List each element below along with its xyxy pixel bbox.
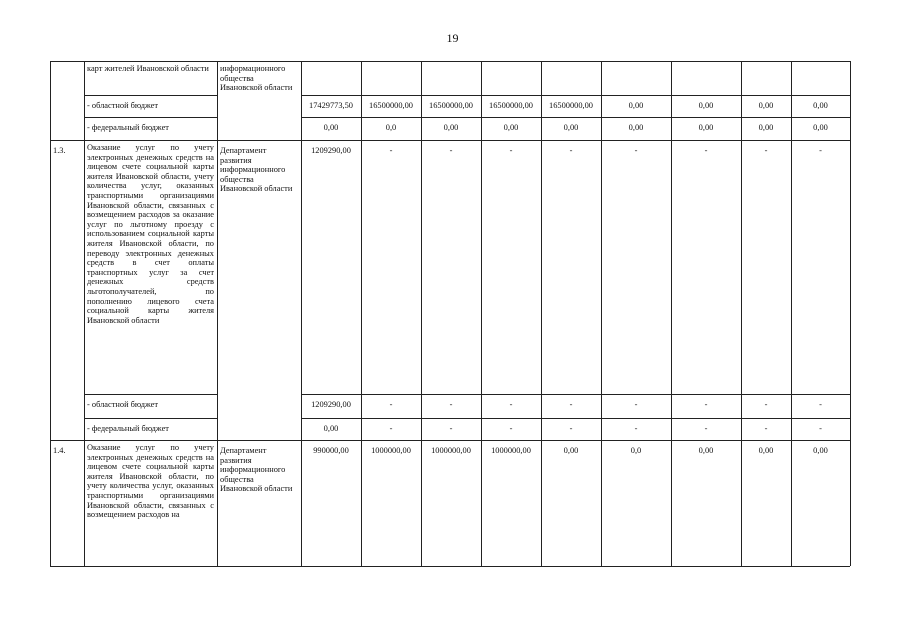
budget-source-label: - областной бюджет [87,101,159,110]
value-cell: - [634,424,638,433]
value-cell: - [569,146,573,155]
value-cell: 0,00 [758,101,774,110]
table-rule [301,61,302,566]
value-cell: - [509,424,513,433]
value-cell: 16500000,00 [369,101,413,110]
value-cell: 0,00 [443,123,459,132]
row-executor: Департамент развития информационного общества Ивановской области [220,446,293,494]
value-cell: - [509,146,513,155]
value-cell: 0,00 [503,123,519,132]
value-cell: 0,00 [323,123,339,132]
row-name: карт жителей Ивановской области [87,64,209,73]
table-rule [84,418,217,419]
table-rule [84,117,217,118]
value-cell: - [509,400,513,409]
table-rule [50,61,850,62]
value-cell: 1000000,00 [431,446,471,455]
value-cell: 0,00 [813,123,828,132]
budget-source-label: - федеральный бюджет [87,424,169,433]
table-rule [791,61,792,566]
value-cell: 0,00 [698,123,714,132]
value-cell: - [764,400,768,409]
value-cell: 0,0 [385,123,397,132]
value-cell: 0,00 [628,123,644,132]
value-cell: - [819,400,822,409]
value-cell: - [569,400,573,409]
value-cell: - [704,400,708,409]
row-executor: Департамент развития информационного общества Ивановской области [220,146,293,194]
value-cell: - [819,424,822,433]
value-cell: 17429773,50 [309,101,353,110]
value-cell: 16500000,00 [549,101,593,110]
value-cell: 0,00 [813,446,828,455]
value-cell: - [704,424,708,433]
value-cell: 990000,00 [313,446,349,455]
table-rule [301,394,850,395]
table-rule [671,61,672,566]
value-cell: 0,00 [813,101,828,110]
value-cell: 0,0 [630,446,642,455]
table-rule [601,61,602,566]
value-cell: - [764,424,768,433]
value-cell: - [389,424,393,433]
value-cell: - [819,146,822,155]
value-cell: 0,00 [323,424,339,433]
row-number: 1.4. [53,446,66,455]
value-cell: 1209290,00 [311,400,351,409]
table-rule [50,140,850,141]
value-cell: 1000000,00 [491,446,531,455]
value-cell: 0,00 [628,101,644,110]
row-name: Оказание услуг по учету электронных денежных средств на лицевом счете социальной карты жителя Ивановской области, учету количества услуг, оказанных транспортными организациями Ивановской области, связанных с возмещением расходов за оказание услуг по льготному проезду с использованием социальной карты жителя Ивановской области, по переводу электронных денежных средств в счет оплаты транспортных услуг за счет денежных средств льготополучателей, по пополнению лицевого счета социальной карты жителя Ивановской области [87,143,214,325]
value-cell: 0,00 [563,123,579,132]
row-executor: информационного общества Ивановской области [220,64,293,93]
value-cell: 0,00 [563,446,579,455]
value-cell: 1000000,00 [371,446,411,455]
table-rule [84,61,85,566]
table-rule [50,566,850,567]
value-cell: - [449,424,453,433]
value-cell: 0,00 [758,446,774,455]
value-cell: - [449,400,453,409]
table-rule [421,61,422,566]
table-rule [541,61,542,566]
page-number: 19 [446,31,459,45]
table-rule [850,61,851,566]
table-rule [84,394,217,395]
value-cell: - [449,146,453,155]
value-cell: 0,00 [698,446,714,455]
value-cell: 16500000,00 [429,101,473,110]
table-rule [50,440,850,441]
table-rule [301,95,850,96]
table-rule [217,61,218,566]
row-number: 1.3. [53,146,66,155]
table-rule [50,61,51,566]
value-cell: - [389,146,393,155]
value-cell: - [634,400,638,409]
table-rule [481,61,482,566]
table-rule [301,418,850,419]
budget-source-label: - федеральный бюджет [87,123,169,132]
value-cell: - [389,400,393,409]
table-rule [741,61,742,566]
value-cell: - [634,146,638,155]
budget-table [50,61,850,566]
value-cell: - [704,146,708,155]
value-cell: 16500000,00 [489,101,533,110]
table-rule [301,117,850,118]
table-rule [361,61,362,566]
budget-source-label: - областной бюджет [87,400,159,409]
table-rule [84,95,217,96]
value-cell: 1209290,00 [311,146,351,155]
value-cell: 0,00 [758,123,774,132]
value-cell: - [569,424,573,433]
value-cell: - [764,146,768,155]
value-cell: 0,00 [698,101,714,110]
row-name: Оказание услуг по учету электронных денежных средств на лицевом счете социальной карты жителя Ивановской области, по учету количества услуг, оказанных транспортными организациями Ивановской области, связанных с возмещением расходов на [87,443,214,520]
